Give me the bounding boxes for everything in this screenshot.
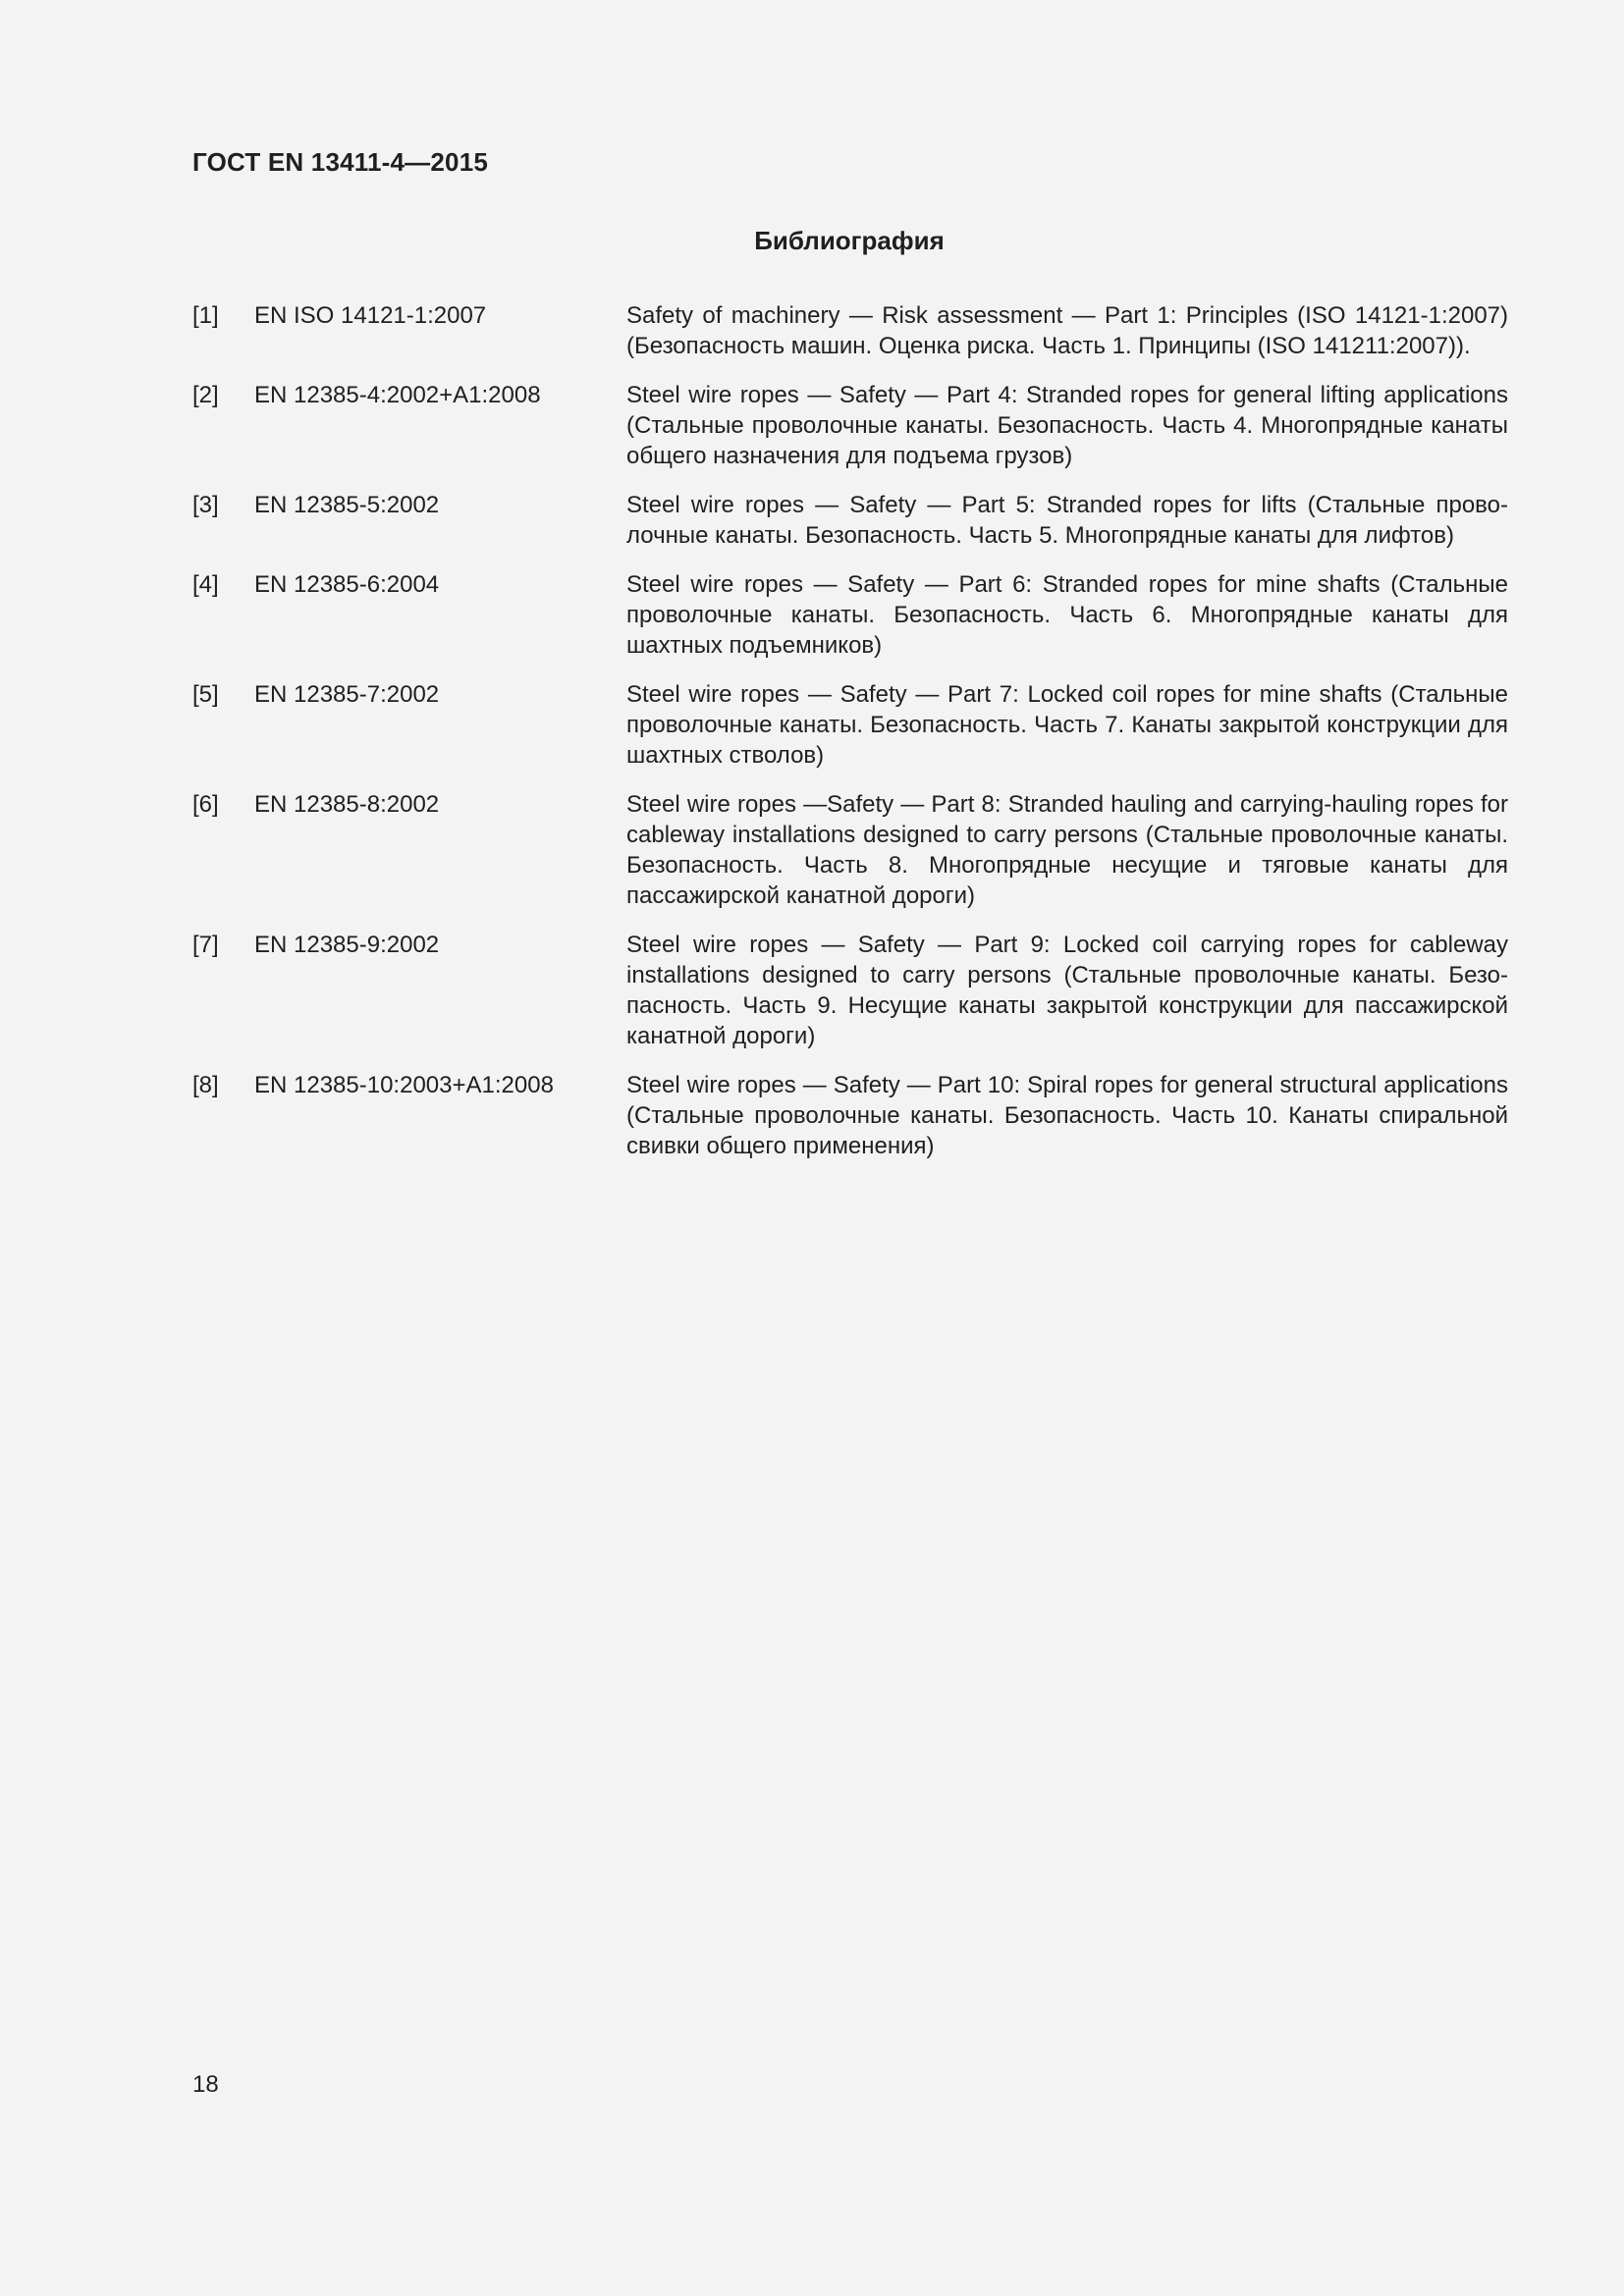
standard-title: Steel wire ropes — Safety — Part 6: Stranded ropes for mine shafts (Стальные проволочные канаты. Безопасность. Часть 6. Многопрядные канаты для шахтных подъемников) bbox=[626, 571, 1508, 659]
standard-title: Steel wire ropes — Safety — Part 5: Stranded ropes for lifts (Стальные проволочные канаты. Безопасность. Часть 5. Многопрядные канаты для лифтов) bbox=[626, 492, 1508, 549]
bibliography-title: Библиография bbox=[754, 226, 945, 255]
bibliography-entry bbox=[192, 679, 1508, 771]
entry-number: [3] bbox=[192, 492, 219, 518]
standard-code: EN 12385-6:2004 bbox=[254, 571, 440, 598]
standard-code: EN 12385-10:2003+A1:2008 bbox=[254, 1072, 554, 1098]
bibliography-entry bbox=[192, 1070, 1508, 1161]
bibliography-entry bbox=[192, 380, 1508, 471]
entry-number: [8] bbox=[192, 1072, 219, 1098]
standard-title: Safety of machinery — Risk assessment — Part 1: Principles (ISO 14121-1:2007) (Безопасность машин. Оценка риска. Часть 1. Принципы (ISO 141211:2007)). bbox=[626, 302, 1508, 359]
bibliography-entry bbox=[192, 569, 1508, 661]
entry-number: [4] bbox=[192, 571, 219, 598]
standard-code: EN ISO 14121-1:2007 bbox=[254, 302, 487, 329]
standard-title: Steel wire ropes — Safety — Part 9: Locked coil carrying ropes for cableway installations designed to carry persons (Стальные проволочные канаты. Безопасность. Часть 9. Несущие канаты закрытой конструкции для пассажирской канатной дороги) bbox=[626, 932, 1508, 1049]
entry-number: [2] bbox=[192, 382, 219, 408]
standard-code: EN 12385-5:2002 bbox=[254, 492, 440, 518]
standard-code: EN 12385-7:2002 bbox=[254, 681, 440, 708]
entry-number: [1] bbox=[192, 302, 219, 329]
entry-number: [7] bbox=[192, 932, 219, 958]
standard-code: EN 12385-8:2002 bbox=[254, 791, 440, 818]
bibliography-entry bbox=[192, 930, 1508, 1051]
standard-title: Steel wire ropes —Safety — Part 8: Stranded hauling and carrying-hauling ropes for cableway installations designed to carry persons (Стальные проволочные канаты. Безопасность. Часть 8. Многопрядные несущие и тяговые канаты для пассажирской канатной дороги) bbox=[626, 791, 1508, 909]
standard-code: EN 12385-4:2002+A1:2008 bbox=[254, 382, 541, 408]
standard-title: Steel wire ropes — Safety — Part 7: Locked coil ropes for mine shafts (Стальные проволочные канаты. Безопасность. Часть 7. Канаты закрытой конструкции для шахтных стволов) bbox=[626, 681, 1508, 769]
entry-number: [6] bbox=[192, 791, 219, 818]
bibliography-list bbox=[192, 300, 1508, 1180]
standard-code: EN 12385-9:2002 bbox=[254, 932, 440, 958]
bibliography-entry bbox=[192, 789, 1508, 911]
bibliography-entry bbox=[192, 490, 1508, 551]
standard-title: Steel wire ropes — Safety — Part 4: Stranded ropes for general lifting applications (Стальные проволочные канаты. Безопасность. Часть 4. Многопрядные канаты общего назначения для подъема грузов) bbox=[626, 382, 1508, 469]
document-code: ГОСТ EN 13411-4—2015 bbox=[192, 147, 489, 177]
bibliography-entry bbox=[192, 300, 1508, 361]
entry-number: [5] bbox=[192, 681, 219, 708]
standard-title: Steel wire ropes — Safety — Part 10: Spiral ropes for general structural applications (Стальные проволочные канаты. Безопасность. Часть 10. Канаты спиральной свивки общего применения) bbox=[626, 1072, 1508, 1159]
page-number: 18 bbox=[192, 2071, 219, 2098]
